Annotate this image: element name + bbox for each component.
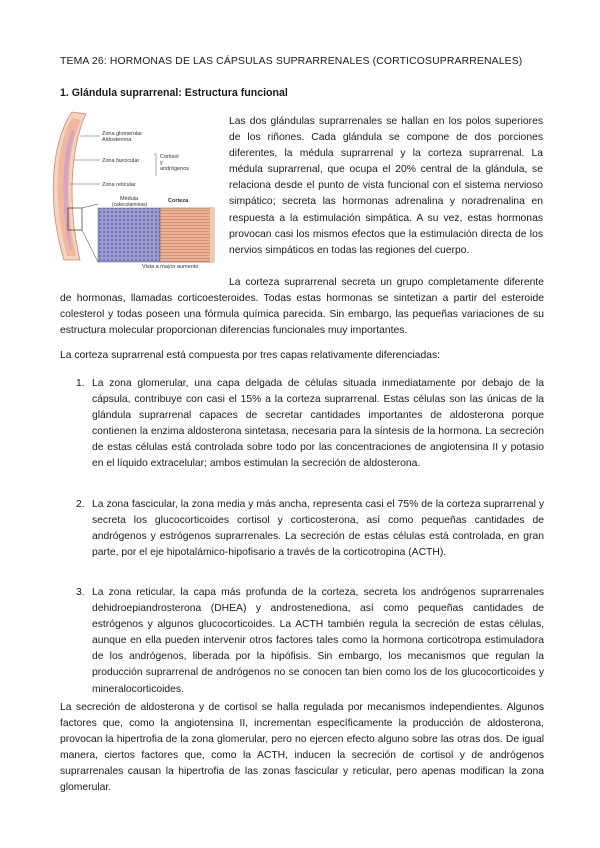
label-catecolaminas: (catecolaminas) — [112, 202, 148, 208]
label-y: y — [160, 160, 163, 166]
list-text: La zona glomerular, una capa delgada de células situada inmediatamente por debajo de la cápsula, contribuye con casi el 15% a la corteza suprarrenal. Estas células son las únicas de la glándula suprarrenal capaces de secretar cantidades importantes de aldosterona porque contienen la enzima aldosterona sintetasa, necesaria para la síntesis de la hormona. La secreción de estas células está controlada sobre todo por las concentraciones de angiotensina II y potasio en el líquido extracelular; ambos estimulan la secreción de aldosterona. — [92, 378, 544, 470]
list-number: 2. — [76, 499, 85, 510]
label-corteza: Corteza — [168, 198, 189, 204]
inset-medulla — [98, 208, 160, 262]
layers-intro: La corteza suprarrenal está compuesta por tres capas relativamente diferenciadas: — [60, 350, 441, 361]
page-title: TEMA 26: HORMONAS DE LAS CÁPSULAS SUPRARRENALES (CORTICOSUPRARRENALES) — [60, 56, 523, 67]
list-number: 1. — [76, 378, 85, 389]
intro-paragraph: Las dos glándulas suprarrenales se hallan en los polos superiores de los riñones. Cada glándula se compone de dos porciones diferentes, la médula suprarrenal y la corteza suprarrenal. La médula suprarrenal, que ocupa el 20% central de la glándula, se relaciona desde el punto de vista funcional con el sistema nervioso simpático; secreta las hormonas adrenalina y noradrenalina en respuesta a la estimulación simpática. A su vez, estas hormonas provocan casi los mismos efectos que la estimulación directa de los nervios simpáticos en todas las regiones del cuerpo. — [229, 116, 543, 256]
label-zona-glomerular: Zona glomerular — [102, 131, 143, 137]
label-cortisol: Cortisol — [160, 154, 179, 160]
list-number: 3. — [76, 587, 85, 598]
list-text: La zona reticular, la capa más profunda de la corteza, secreta los andrógenos suprarrenales dehidroepiandrosterona (DHEA) y androstenediona, así como pequeñas cantidades de estrógenos y algunos glucocorticoides. La ACTH también regula la secreción de estas células, aunque en ella pueden intervenir otros factores tales como la hormona corticotropa estimuladora de los andrógenos, liberada por la hipófisis. Sin embargo, los mecanismos que regulan la producción suprarrenal de andrógenos no se conocen tan bien como los de los glucocorticoides y mineralocorticoides. — [92, 587, 544, 695]
inset-cortex — [160, 208, 214, 262]
label-medula: Médula — [120, 196, 139, 202]
label-zona-fascicular: Zona fascicular — [102, 158, 140, 164]
label-aldosterona: Aldosterona — [102, 137, 132, 143]
cortex-paragraph: La corteza suprarrenal secreta un grupo completamente diferente de hormonas, llamadas corticoesteroides. Todas estas hormonas se sintetizan a partir del esteroide colesterol y todas poseen una fórmula química parecida. Sin embargo, las pequeñas variaciones de su estructura molecular proporcionan diferencias funcionales muy importantes. — [60, 277, 544, 337]
label-vista-mayor-aumento: Vista a mayor aumento — [142, 264, 199, 270]
adrenal-gland-figure — [34, 110, 220, 270]
list-text: La zona fascicular, la zona media y más ancha, representa casi el 75% de la corteza suprarrenal y secreta los glucocorticoides cortisol y corticosterona, así como pequeñas cantidades de andrógenos y estrógenos suprarrenales. La secreción de estas células está controlada, en gran parte, por el eje hipotalámico-hipofisario a través de la corticotropina (ACTH). — [92, 499, 544, 559]
label-androgenos: andrógenos — [160, 166, 190, 172]
label-zona-reticular: Zona reticular — [102, 182, 136, 188]
inset-capsule — [210, 208, 214, 262]
final-paragraph: La secreción de aldosterona y de cortisol se halla regulada por mecanismos independientes. Algunos factores que, como la angiotensina II, incrementan específicamente la producción de aldosterona, provocan la hipertrofia de la zona glomerular, pero no ejercen efecto alguno sobre las otras dos. De igual manera, ciertos factores que, como la ACTH, inducen la secreción de cortisol y de andrógenos suprarrenales causan la hipertrofia de las zonas fascicular y reticular, pero apenas modifican la zona glomerular. — [60, 702, 544, 794]
section-heading: 1. Glándula suprarrenal: Estructura funcional — [60, 87, 288, 99]
